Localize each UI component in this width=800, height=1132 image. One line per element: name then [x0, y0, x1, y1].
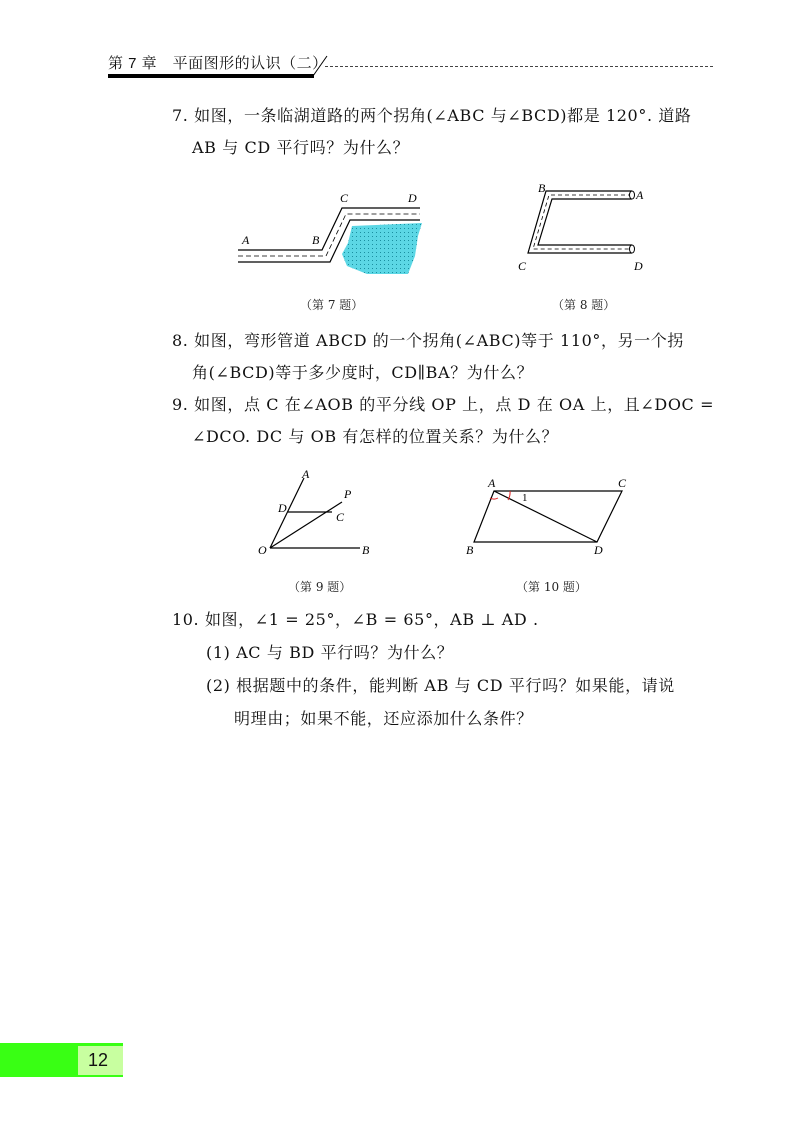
- question-7-number: 7.: [172, 106, 189, 125]
- figure-10-caption: （第 10 题）: [516, 580, 587, 594]
- figure-8-bent-pipe: [512, 182, 652, 277]
- fig8-label-b: B: [538, 182, 546, 195]
- fig9-label-b: B: [362, 543, 370, 557]
- fig8-label-d: D: [634, 259, 643, 273]
- question-8-line2: 角(∠BCD)等于多少度时，CD∥BA？为什么？: [192, 363, 534, 382]
- fig10-label-d: D: [594, 543, 603, 557]
- question-10-line1: 如图，∠1 = 25°，∠B = 65°，AB ⊥ AD .: [204, 610, 539, 629]
- question-8-number: 8.: [172, 331, 189, 350]
- fig8-label-a: A: [636, 188, 644, 202]
- figure-9-caption: （第 9 题）: [288, 580, 352, 594]
- fig9-label-c: C: [336, 510, 345, 524]
- figure-7-lake-road: [232, 188, 432, 283]
- fig10-label-angle-1: 1: [522, 492, 528, 504]
- fig9-label-p: P: [344, 487, 352, 501]
- figure-10-quadrilateral: [462, 474, 637, 564]
- header-slash: [305, 50, 335, 78]
- chapter-header: 第 7 章 平面图形的认识（二）: [108, 55, 328, 72]
- figure-8-caption: （第 8 题）: [552, 298, 616, 312]
- question-9-number: 9.: [172, 395, 189, 414]
- question-7-line2: AB 与 CD 平行吗？为什么？: [192, 138, 410, 157]
- question-7-line1: 如图，一条临湖道路的两个拐角(∠ABC 与∠BCD)都是 120°. 道路: [194, 106, 692, 125]
- question-8: [172, 325, 684, 357]
- fig9-label-d: D: [278, 501, 287, 515]
- question-9: [172, 389, 714, 421]
- question-10-number: 10.: [172, 610, 200, 629]
- fig7-label-a: A: [242, 233, 250, 247]
- fig9-label-a: A: [302, 467, 310, 481]
- fig10-label-a: A: [488, 476, 496, 490]
- fig8-label-c: C: [518, 259, 527, 273]
- fig10-label-b: B: [466, 543, 474, 557]
- figure-7-caption: （第 7 题）: [300, 298, 364, 312]
- question-7: [172, 100, 692, 132]
- question-9-line2: ∠DCO. DC 与 OB 有怎样的位置关系？为什么？: [192, 427, 559, 446]
- fig7-label-b: B: [312, 233, 320, 247]
- question-10: [172, 604, 539, 636]
- fig10-label-c: C: [618, 476, 627, 490]
- fig9-label-o: O: [258, 543, 267, 557]
- question-10-sub2a: (2) 根据题中的条件，能判断 AB 与 CD 平行吗？如果能，请说: [206, 676, 675, 695]
- header-rule: [108, 74, 314, 78]
- fig7-label-c: C: [340, 191, 349, 205]
- question-8-line1: 如图，弯形管道 ABCD 的一个拐角(∠ABC)等于 110°，另一个拐: [194, 331, 684, 350]
- question-9-line1: 如图，点 C 在∠AOB 的平分线 OP 上，点 D 在 OA 上，且∠DOC =: [194, 395, 715, 414]
- header-dashed-line: [325, 66, 713, 67]
- page-number: 12: [88, 1050, 109, 1070]
- figure-9-angle-bisector: [252, 466, 382, 566]
- question-10-sub2b: 明理由；如果不能，还应添加什么条件？: [234, 709, 533, 728]
- question-10-sub1: (1) AC 与 BD 平行吗？为什么？: [206, 643, 454, 662]
- fig7-label-d: D: [408, 191, 417, 205]
